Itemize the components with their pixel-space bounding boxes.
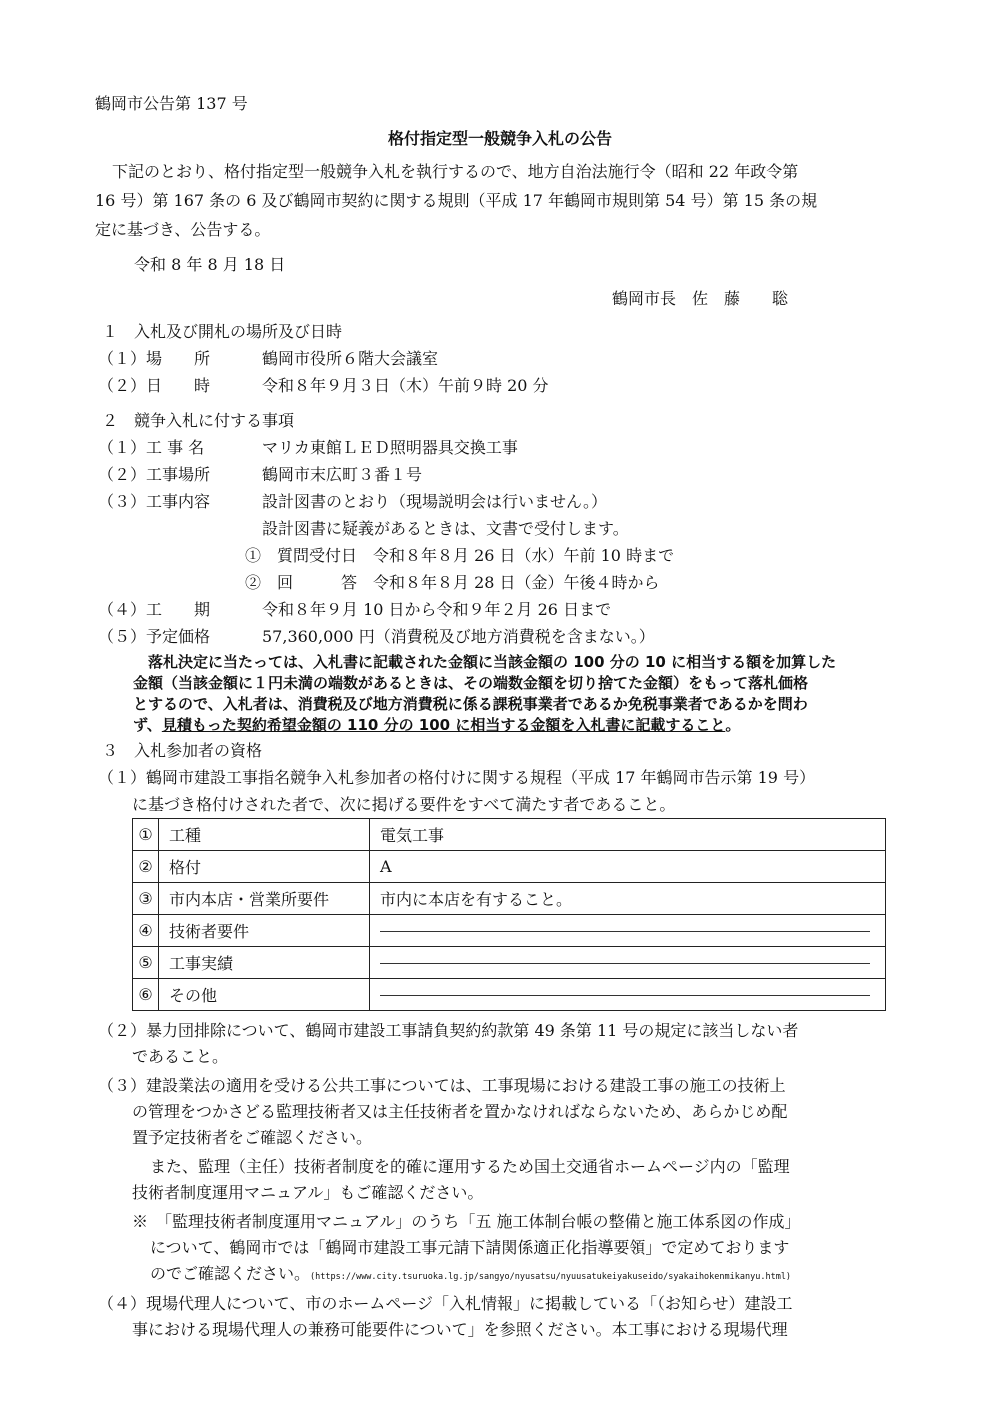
question-deadline: ① 質問受付日 令和８年８月 26 日（水）午前 10 時まで [245, 546, 675, 565]
engineer-line-2: の管理をつかさどる監理技術者又は主任技術者を置かなければならないため、あらかじめ配 [132, 1102, 788, 1121]
bid-note-line-4 [133, 714, 740, 736]
engineer-line-1: （３）建設業法の適用を受ける公共工事については、工事現場における建設工事の施工の技術上 [98, 1076, 786, 1095]
price-value: 57,360,000 円（消費税及び地方消費税を含まない。） [262, 627, 655, 646]
work-site-label: （２）工事場所 [98, 465, 211, 484]
manual-url-link[interactable]: (https://www.city.tsuruoka.lg.jp/sangyo/nyusatsu/nyuusatukeiyakuseido/syakaihokenmikanyu.html) [310, 1272, 792, 1282]
row-number: ② [133, 851, 159, 883]
work-content-label: （３）工事内容 [98, 492, 211, 511]
work-site-value: 鶴岡市末広町３番１号 [262, 465, 423, 484]
row-number: ⑥ [133, 979, 159, 1011]
agent-line-2: 事における現場代理人の兼務可能要件について」を参照ください。本工事における現場代理 [132, 1320, 788, 1339]
agent-line-1: （４）現場代理人について、市のホームページ「入札情報」に掲載している「（お知らせ）建設工 [98, 1294, 793, 1313]
table-row [133, 979, 886, 1011]
row-number: ③ [133, 883, 159, 915]
intro-line-2: 16 号）第 167 条の 6 及び鶴岡市契約に関する規則（平成 17 年鶴岡市規則第 54 号）第 15 条の規 [95, 191, 818, 210]
row-number: ⑤ [133, 947, 159, 979]
row-number: ① [133, 819, 159, 851]
row-number: ④ [133, 915, 159, 947]
qualification-line-2: に基づき格付けされた者で、次に掲げる要件をすべて満たす者であること。 [132, 795, 676, 814]
row-key: 工事実績 [159, 947, 370, 979]
bid-note-underlined: 見積もった契約希望金額の 110 分の 100 に相当する金額を入札書に記載すること [161, 716, 726, 734]
row-value: A [370, 851, 886, 883]
table-row [133, 819, 886, 851]
answer-date: ② 回 答 令和８年８月 28 日（金）午後４時から [245, 573, 660, 592]
row-value: 電気工事 [370, 819, 886, 851]
section-1-heading: １ 入札及び開札の場所及び日時 [102, 322, 343, 341]
exclusion-line-2: であること。 [132, 1047, 229, 1066]
work-name-label: （１）工 事 名 [98, 438, 205, 457]
bid-note-line-3: とするので、入札者は、消費税及び地方消費税に係る課税事業者であるか免税事業者であるかを問わ [133, 695, 808, 713]
bid-note-suffix: 。 [725, 716, 741, 734]
section-2-heading: ２ 競争入札に付する事項 [102, 411, 295, 430]
intro-line-1: 下記のとおり、格付指定型一般競争入札を執行するので、地方自治法施行令（昭和 22 年政令第 [112, 162, 799, 181]
exclusion-line-1: （２）暴力団排除について、鶴岡市建設工事請負契約約款第 49 条第 11 号の規定に該当しない者 [98, 1021, 799, 1040]
place-value: 鶴岡市役所６階大会議室 [262, 349, 439, 368]
engineer-note-text: のでご確認ください。 [150, 1264, 311, 1283]
period-label: （４）工 期 [98, 600, 211, 619]
work-name-value: マリカ東館ＬＥＤ照明器具交換工事 [262, 438, 518, 457]
time-label: （２）日 時 [98, 376, 211, 395]
price-label: （５）予定価格 [98, 627, 211, 646]
notice-number: 鶴岡市公告第 137 号 [95, 94, 248, 113]
row-value-dash [370, 915, 886, 947]
row-key: 工種 [159, 819, 370, 851]
engineer-note-3 [150, 1263, 791, 1288]
section-3-heading: ３ 入札参加者の資格 [102, 741, 263, 760]
intro-line-3: 定に基づき、公告する。 [95, 220, 271, 239]
place-label: （１）場 所 [98, 349, 211, 368]
table-row [133, 947, 886, 979]
time-value: 令和８年９月３日（木）午前９時 20 分 [262, 376, 549, 395]
table-row [133, 883, 886, 915]
row-value-dash [370, 947, 886, 979]
row-key: 市内本店・営業所要件 [159, 883, 370, 915]
bid-note-prefix: ず、 [133, 716, 162, 734]
dash-line [380, 931, 870, 932]
work-content-value: 設計図書のとおり（現場説明会は行いません。） [262, 492, 607, 511]
table-row [133, 851, 886, 883]
requirements-table [132, 818, 886, 1011]
signer: 鶴岡市長 佐 藤 聡 [612, 289, 789, 308]
notice-date: 令和 8 年 8 月 18 日 [134, 255, 286, 274]
work-content-note: 設計図書に疑義があるときは、文書で受付します。 [262, 519, 629, 538]
engineer-line-4: また、監理（主任）技術者制度を的確に運用するため国土交通省ホームページ内の「監理 [150, 1157, 790, 1176]
engineer-note-2: について、鶴岡市では「鶴岡市建設工事元請下請関係適正化指導要領」で定めております [150, 1238, 790, 1257]
row-key: 格付 [159, 851, 370, 883]
row-value: 市内に本店を有すること。 [370, 883, 886, 915]
engineer-note-1: ※ 「監理技術者制度運用マニュアル」のうち「五 施工体制台帳の整備と施工体系図の作成」 [132, 1212, 801, 1231]
qualification-line-1: （１）鶴岡市建設工事指名競争入札参加者の格付けに関する規程（平成 17 年鶴岡市告示第 19 号） [98, 768, 816, 787]
engineer-line-5: 技術者制度運用マニュアル」もご確認ください。 [132, 1183, 484, 1202]
table-row [133, 915, 886, 947]
dash-line [380, 963, 870, 964]
row-value-dash [370, 979, 886, 1011]
engineer-line-3: 置予定技術者をご確認ください。 [132, 1128, 373, 1147]
row-key: その他 [159, 979, 370, 1011]
bid-note-line-1: 落札決定に当たっては、入札書に記載された金額に当該金額の 100 分の 10 に相当する額を加算した [148, 653, 837, 671]
period-value: 令和８年９月 10 日から令和９年２月 26 日まで [262, 600, 612, 619]
bid-note-line-2: 金額（当該金額に１円未満の端数があるときは、その端数金額を切り捨てた金額）をもって落札価格 [133, 674, 809, 692]
row-key: 技術者要件 [159, 915, 370, 947]
dash-line [380, 995, 870, 996]
page-title: 格付指定型一般競争入札の公告 [387, 129, 612, 148]
